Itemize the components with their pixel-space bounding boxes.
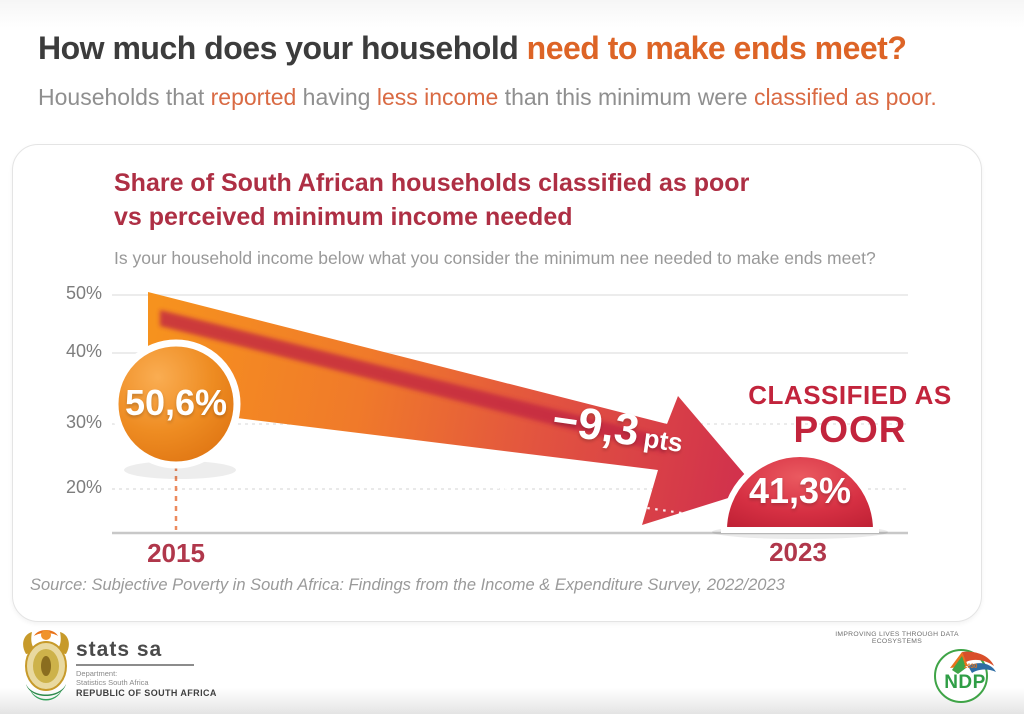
y-tick-20: 20% (65, 477, 102, 497)
subtitle-seg: than this minimum were (498, 84, 754, 110)
page-title-accent: need to make ends meet? (526, 30, 907, 66)
statssa-country: REPUBLIC OF SOUTH AFRICA (76, 688, 217, 698)
subtitle-seg-accent: less income (376, 84, 499, 110)
x-label-2023: 2023 (769, 537, 827, 567)
subtitle-seg-accent: classified as poor. (753, 84, 937, 110)
change-unit: pts (641, 422, 685, 458)
chart-title-line2: vs perceived minimum income needed (114, 203, 573, 231)
annotation-line1: CLASSIFIED AS (748, 380, 952, 410)
subtitle-seg: having (296, 84, 377, 110)
coat-of-arms-icon (18, 626, 74, 706)
statssa-department-lines (76, 669, 149, 687)
ndp-year: 2030 (964, 664, 978, 670)
source-note: Source: Subjective Poverty in South Africa: Findings from the Income & Expenditure Survey, 2022/2023 (30, 576, 785, 594)
statssa-dept-line2: Statistics South Africa (76, 678, 149, 687)
subtitle-seg: Households that (38, 84, 211, 110)
value-label-2015: 50,6% (124, 382, 228, 423)
annotation-line2: POOR (793, 409, 907, 450)
y-tick-30: 30% (65, 412, 102, 432)
value-label-2023: 41,3% (748, 470, 852, 511)
change-value: −9,3 (549, 395, 643, 456)
subtitle-seg-accent: reported (210, 84, 297, 110)
chart-title-line1: Share of South African households classified as poor (114, 169, 750, 197)
y-tick-40: 40% (65, 341, 102, 361)
x-label-2015: 2015 (147, 538, 205, 568)
page-title-black: How much does your household (38, 30, 527, 66)
chart-question: Is your household income below what you consider the minimum nee needed to make ends meet? (114, 248, 876, 268)
statssa-logo-rule (76, 664, 194, 666)
statssa-dept-line1: Department: (76, 669, 118, 678)
statssa-logo-name: stats sa (76, 638, 163, 661)
y-tick-50: 50% (65, 283, 102, 303)
classified-as-poor-annotation (738, 380, 962, 451)
ndp-label: NDP (944, 672, 986, 693)
footer-tagline: IMPROVING LIVES THROUGH DATA ECOSYSTEMS (835, 631, 959, 645)
